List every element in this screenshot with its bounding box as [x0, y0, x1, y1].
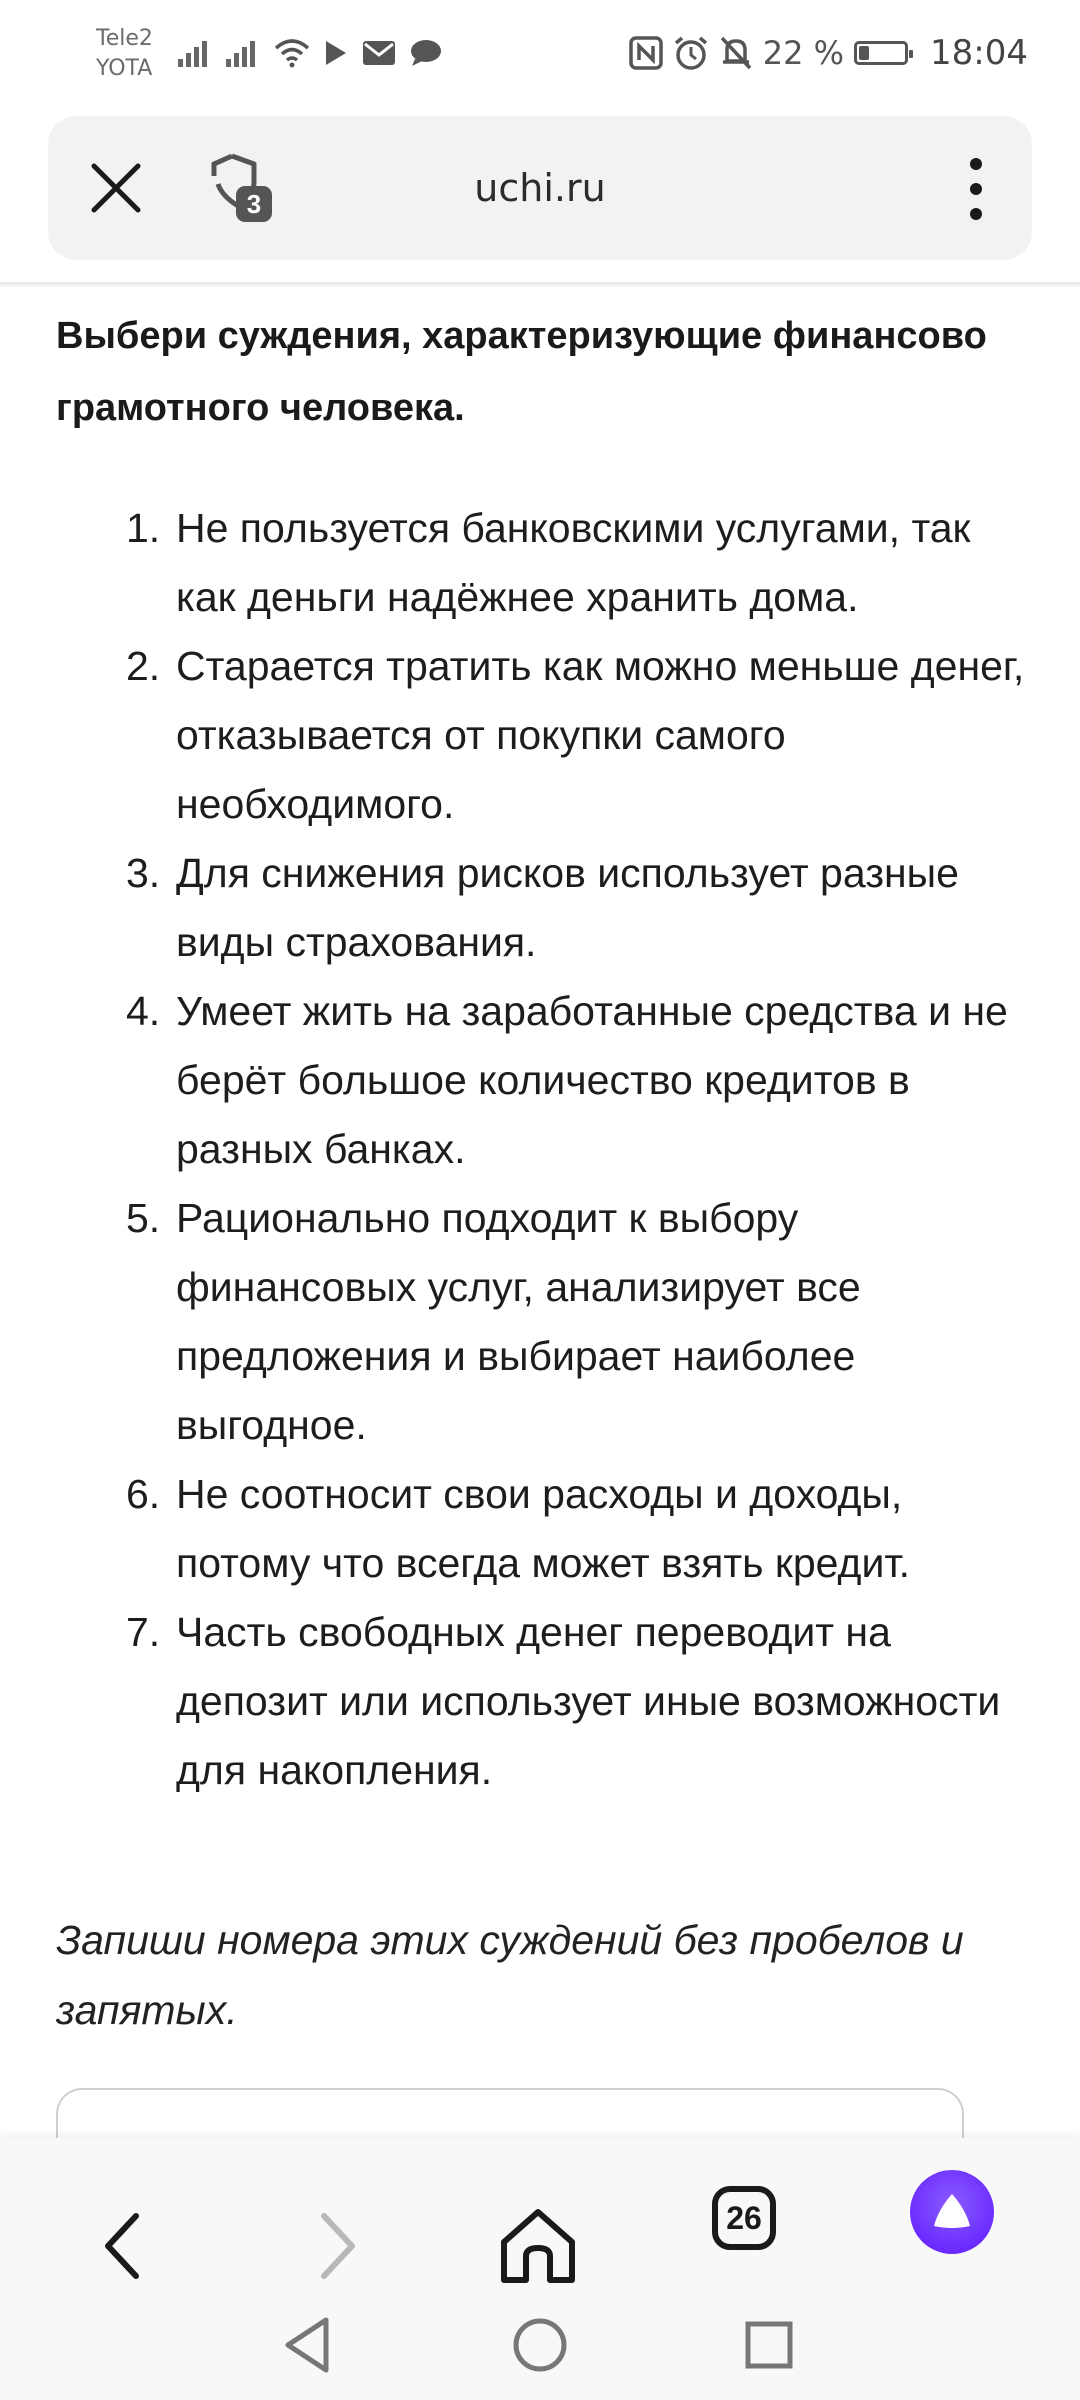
chat-icon [410, 39, 442, 67]
list-item: 3. Для снижения рисков использует разные виды страхования. [126, 850, 959, 965]
signal-2-icon [226, 39, 260, 67]
alice-icon[interactable] [910, 2170, 994, 2254]
list-item: 6. Не соотносит свои расходы и доходы, потому что всегда может взять кредит. [126, 1471, 910, 1586]
url-field[interactable]: uchi.ru [474, 166, 606, 210]
protection-button[interactable] [208, 150, 288, 230]
tabs-icon[interactable] [712, 2186, 776, 2250]
status-right-icons [629, 28, 1028, 78]
list-item: 1. Не пользуется банковскими услугами, так как деньги надёжнее хранить дома. [126, 505, 971, 620]
shield-count: 3 [246, 189, 262, 219]
mute-bell-icon [719, 35, 753, 71]
question-title: Выбери суждения, характеризующие финансово грамотного человека. [56, 315, 987, 429]
system-back-icon[interactable] [274, 2310, 344, 2380]
status-left-icons [178, 30, 442, 76]
alice-glyph-icon [910, 2170, 994, 2254]
play-icon [324, 39, 348, 67]
system-home-icon[interactable] [505, 2310, 575, 2380]
carrier-1: Tele2 [96, 26, 153, 51]
close-icon[interactable] [86, 158, 146, 218]
statements-list [56, 494, 1036, 1805]
instruction-text: Запиши номера этих суждений без пробелов и запятых. [56, 1917, 964, 2033]
mail-icon [362, 40, 396, 66]
list-item: 7. Часть свободных денег переводит на депозит или использует иные возможности для накопления. [126, 1609, 1001, 1793]
list-item: 2. Старается тратить как можно меньше денег, отказывается от покупки самого необходимого. [126, 643, 1025, 827]
system-recents-icon[interactable] [734, 2310, 804, 2380]
signal-1-icon [178, 39, 212, 67]
status-bar [0, 0, 1080, 100]
home-icon[interactable] [490, 2198, 586, 2294]
clock: 18:04 [930, 33, 1028, 73]
list-item: 5. Рационально подходит к выбору финансовых услуг, анализирует все предложения и выбирает наиболее выгодное. [126, 1195, 861, 1448]
tab-count: 26 [726, 2199, 762, 2236]
carrier-labels [96, 24, 153, 84]
bar-shadow-divider [0, 282, 1080, 288]
list-item: 4. Умеет жить на заработанные средства и не берёт большое количество кредитов в разных банках. [126, 988, 1008, 1172]
arrow-right-icon[interactable] [286, 2198, 382, 2294]
carrier-2: YOTA [96, 56, 153, 81]
wifi-icon [274, 38, 310, 68]
battery-percent: 22 % [762, 34, 845, 72]
battery-icon [854, 41, 908, 65]
task-content [56, 300, 1036, 2045]
more-vertical-icon[interactable] [966, 156, 986, 222]
nfc-icon [629, 36, 663, 70]
alarm-icon [673, 35, 709, 71]
browser-address-bar [48, 116, 1032, 260]
arrow-left-icon[interactable] [78, 2198, 174, 2294]
